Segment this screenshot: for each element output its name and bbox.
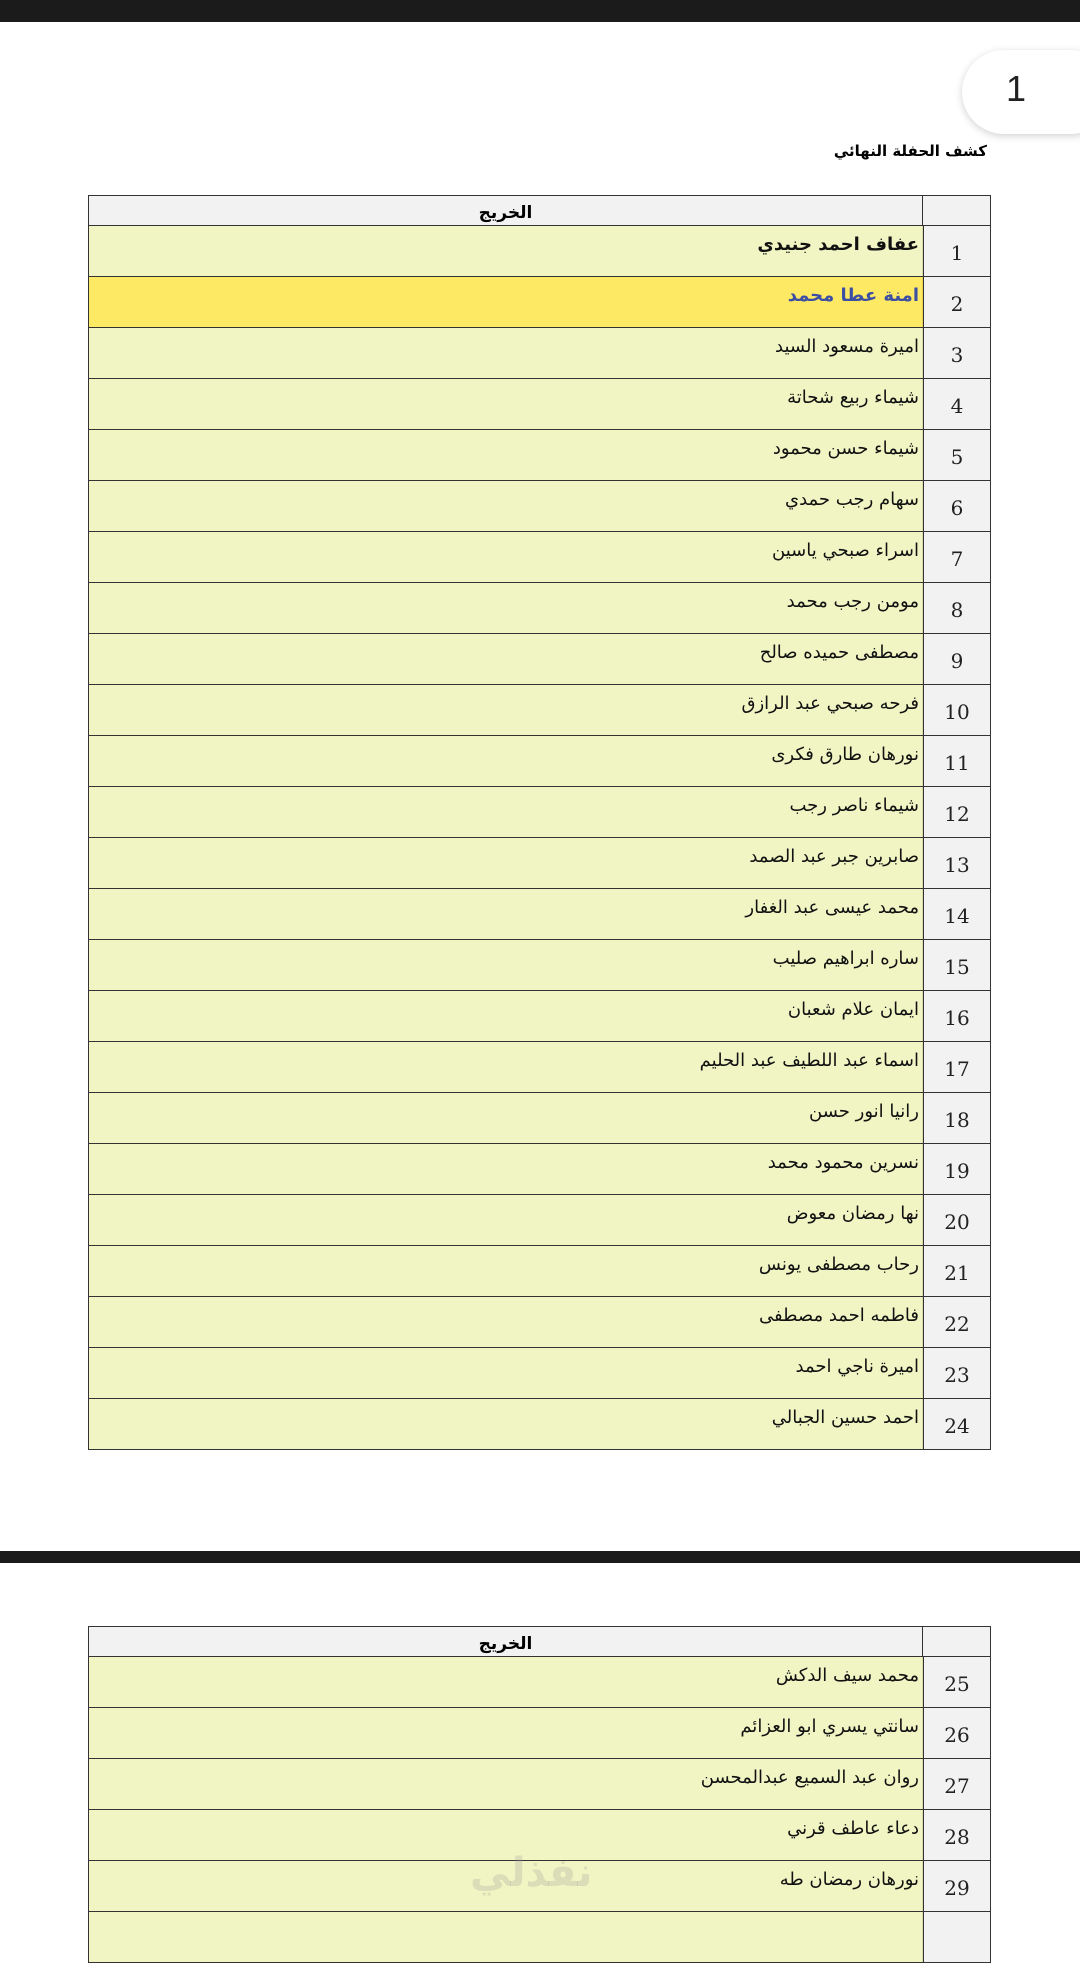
page-number-badge bbox=[962, 50, 1080, 134]
graduate-name: روان عبد السميع عبدالمحسن bbox=[89, 1759, 923, 1809]
table-header-row bbox=[89, 196, 990, 226]
graduates-table-page-1 bbox=[88, 195, 991, 1450]
row-number: 4 bbox=[923, 379, 990, 429]
table-row bbox=[89, 1042, 990, 1093]
row-number: 23 bbox=[923, 1348, 990, 1398]
row-number: 14 bbox=[923, 889, 990, 939]
table-row bbox=[89, 481, 990, 532]
page-separator bbox=[0, 1551, 1080, 1563]
row-number: 18 bbox=[923, 1093, 990, 1143]
row-number: 1 bbox=[923, 226, 990, 276]
table-row bbox=[89, 889, 990, 940]
row-number: 12 bbox=[923, 787, 990, 837]
table-row bbox=[89, 787, 990, 838]
row-number: 26 bbox=[923, 1708, 990, 1758]
row-number: 20 bbox=[923, 1195, 990, 1245]
graduate-name: فرحه صبحي عبد الرازق bbox=[89, 685, 923, 735]
table-row bbox=[89, 1297, 990, 1348]
row-number: 16 bbox=[923, 991, 990, 1041]
graduate-name: فاطمه احمد مصطفى bbox=[89, 1297, 923, 1347]
row-number: 13 bbox=[923, 838, 990, 888]
row-number bbox=[923, 1912, 990, 1962]
graduate-name: محمد عيسى عبد الغفار bbox=[89, 889, 923, 939]
graduate-name: اميرة مسعود السيد bbox=[89, 328, 923, 378]
graduate-name: رحاب مصطفى يونس bbox=[89, 1246, 923, 1296]
graduate-name: مصطفى حميده صالح bbox=[89, 634, 923, 684]
table-row bbox=[89, 1195, 990, 1246]
graduate-name bbox=[89, 1912, 923, 1962]
table-row bbox=[89, 838, 990, 889]
graduate-name: اسماء عبد اللطيف عبد الحليم bbox=[89, 1042, 923, 1092]
table-row bbox=[89, 1348, 990, 1399]
row-number: 10 bbox=[923, 685, 990, 735]
row-number: 5 bbox=[923, 430, 990, 480]
table-row bbox=[89, 1093, 990, 1144]
graduate-name: نورهان طارق فكرى bbox=[89, 736, 923, 786]
table-row bbox=[89, 736, 990, 787]
graduate-name: رانيا انور حسن bbox=[89, 1093, 923, 1143]
table-header-row bbox=[89, 1627, 990, 1657]
graduate-name: دعاء عاطف قرني bbox=[89, 1810, 923, 1860]
graduate-name: نورهان رمضان طه bbox=[89, 1861, 923, 1911]
graduate-name: صابرين جبر عبد الصمد bbox=[89, 838, 923, 888]
graduate-name: ساره ابراهيم صليب bbox=[89, 940, 923, 990]
graduate-name: ايمان علام شعبان bbox=[89, 991, 923, 1041]
table-row bbox=[89, 1759, 990, 1810]
row-number: 11 bbox=[923, 736, 990, 786]
table-row bbox=[89, 532, 990, 583]
graduate-name: سانتي يسري ابو العزائم bbox=[89, 1708, 923, 1758]
table-row bbox=[89, 1708, 990, 1759]
row-number: 2 bbox=[923, 277, 990, 327]
graduate-name: احمد حسين الجبالي bbox=[89, 1399, 923, 1449]
number-column-header bbox=[922, 1627, 990, 1656]
row-number: 29 bbox=[923, 1861, 990, 1911]
graduates-table-page-2 bbox=[88, 1626, 991, 1963]
graduate-name: مومن رجب محمد bbox=[89, 583, 923, 633]
watermark-logo: نفذلي bbox=[470, 1850, 593, 1896]
table-row bbox=[89, 1399, 990, 1449]
graduate-name: نسرين محمود محمد bbox=[89, 1144, 923, 1194]
row-number: 25 bbox=[923, 1657, 990, 1707]
graduate-name: امنة عطا محمد bbox=[89, 277, 923, 327]
graduate-name: اميرة ناجي احمد bbox=[89, 1348, 923, 1398]
graduate-name: عفاف احمد جنيدي bbox=[89, 226, 923, 276]
row-number: 28 bbox=[923, 1810, 990, 1860]
table-row bbox=[89, 685, 990, 736]
top-status-bar bbox=[0, 0, 1080, 22]
table-row bbox=[89, 328, 990, 379]
table-row bbox=[89, 1657, 990, 1708]
row-number: 22 bbox=[923, 1297, 990, 1347]
graduate-name: شيماء ناصر رجب bbox=[89, 787, 923, 837]
graduate-name: شيماء حسن محمود bbox=[89, 430, 923, 480]
page-number: 1 bbox=[1006, 68, 1027, 109]
row-number: 15 bbox=[923, 940, 990, 990]
table-row bbox=[89, 226, 990, 277]
row-number: 24 bbox=[923, 1399, 990, 1449]
row-number: 27 bbox=[923, 1759, 990, 1809]
graduate-name: محمد سيف الدكش bbox=[89, 1657, 923, 1707]
table-body bbox=[89, 1657, 990, 1962]
row-number: 7 bbox=[923, 532, 990, 582]
document-title: كشف الحفلة النهائي bbox=[833, 142, 987, 160]
row-number: 9 bbox=[923, 634, 990, 684]
table-row bbox=[89, 379, 990, 430]
row-number: 17 bbox=[923, 1042, 990, 1092]
graduate-column-header: الخريج bbox=[478, 203, 533, 223]
table-body bbox=[89, 226, 990, 1449]
row-number: 3 bbox=[923, 328, 990, 378]
table-row bbox=[89, 1144, 990, 1195]
table-row bbox=[89, 940, 990, 991]
table-row bbox=[89, 277, 990, 328]
graduate-name: نها رمضان معوض bbox=[89, 1195, 923, 1245]
row-number: 8 bbox=[923, 583, 990, 633]
table-row bbox=[89, 1246, 990, 1297]
graduate-name: اسراء صبحي ياسين bbox=[89, 532, 923, 582]
row-number: 6 bbox=[923, 481, 990, 531]
table-row bbox=[89, 991, 990, 1042]
table-row bbox=[89, 1912, 990, 1962]
number-column-header bbox=[922, 196, 990, 225]
graduate-name: شيماء ربيع شحاتة bbox=[89, 379, 923, 429]
table-row bbox=[89, 430, 990, 481]
graduate-column-header: الخريج bbox=[478, 1634, 533, 1654]
table-row bbox=[89, 634, 990, 685]
graduate-name: سهام رجب حمدي bbox=[89, 481, 923, 531]
row-number: 21 bbox=[923, 1246, 990, 1296]
table-row bbox=[89, 583, 990, 634]
row-number: 19 bbox=[923, 1144, 990, 1194]
